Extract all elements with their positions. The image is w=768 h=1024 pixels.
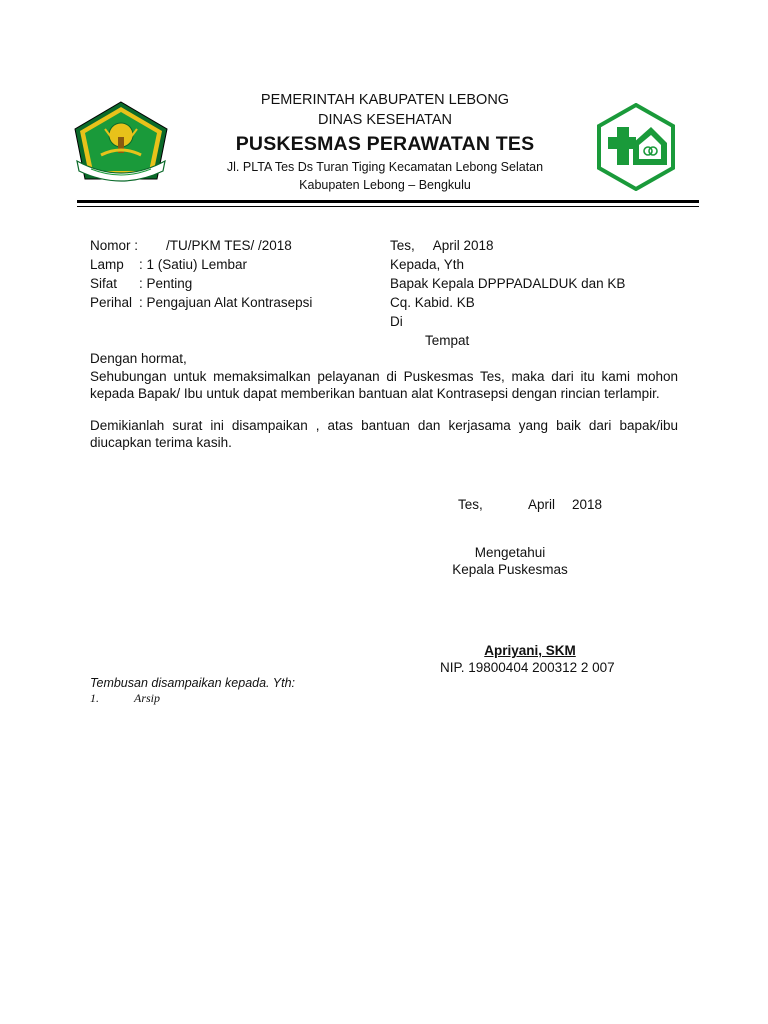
sifat-value: : Penting	[139, 276, 193, 291]
perihal-label: Perihal	[90, 295, 133, 310]
signature-name: Apriyani, SKM	[484, 643, 576, 658]
letterhead-address-line1: Jl. PLTA Tes Ds Turan Tiging Kecamatan Lebong Selatan	[226, 160, 544, 174]
kabupaten-lebong-emblem-logo	[71, 99, 171, 183]
tembusan-item-number: 1.	[90, 691, 99, 705]
signature-place: Tes,	[458, 497, 483, 512]
signature-year: 2018	[572, 497, 603, 512]
signature-mengetahui: Mengetahui	[474, 545, 546, 560]
recipient-di: Di	[390, 314, 403, 329]
nomor-label: Nomor :	[90, 238, 139, 253]
salutation: Dengan hormat,	[90, 351, 187, 366]
signature-month: April	[528, 497, 556, 512]
letterhead-government: PEMERINTAH KABUPATEN LEBONG	[260, 92, 510, 108]
recipient-cq: Cq. Kabid. KB	[390, 295, 475, 310]
body-paragraph-1: Sehubungan untuk memaksimalkan pelayanan di Puskesmas Tes, maka dari itu kami mohon kepada Bapak/ Ibu untuk dapat memberikan bantuan alat Kontrasepsi dengan rincian terlampir.	[90, 369, 678, 401]
letterhead-department: DINAS KESEHATAN	[317, 112, 453, 128]
nomor-value: /TU/PKM TES/ /2018	[166, 238, 292, 253]
tembusan-label: Tembusan disampaikan kepada. Yth:	[90, 676, 295, 690]
recipient-name: Bapak Kepala DPPPADALDUK dan KB	[390, 276, 626, 291]
perihal-value: : Pengajuan Alat Kontrasepsi	[139, 295, 313, 310]
lamp-label: Lamp	[90, 257, 124, 272]
sifat-label: Sifat	[90, 276, 118, 291]
puskesmas-logo	[597, 103, 675, 191]
letterhead-divider-thin	[77, 206, 699, 207]
signature-nip: NIP. 19800404 200312 2 007	[440, 660, 615, 675]
body-paragraph-2: Demikianlah surat ini disampaikan , atas bantuan dan kerjasama yang baik dari bapak/ibu diucapkan terima kasih.	[90, 418, 678, 450]
letterhead-divider-thick	[77, 200, 699, 203]
place-date: Tes, April 2018	[390, 238, 494, 253]
tembusan-item-text: Arsip	[134, 691, 161, 705]
signature-position: Kepala Puskesmas	[452, 562, 568, 577]
letterhead-title: PUSKESMAS PERAWATAN TES	[235, 133, 535, 155]
letterhead-address-line2: Kabupaten Lebong – Bengkulu	[299, 178, 471, 192]
lamp-value: : 1 (Satiu) Lembar	[139, 257, 248, 272]
recipient-kepada: Kepada, Yth	[390, 257, 465, 272]
recipient-tempat: Tempat	[425, 333, 470, 348]
